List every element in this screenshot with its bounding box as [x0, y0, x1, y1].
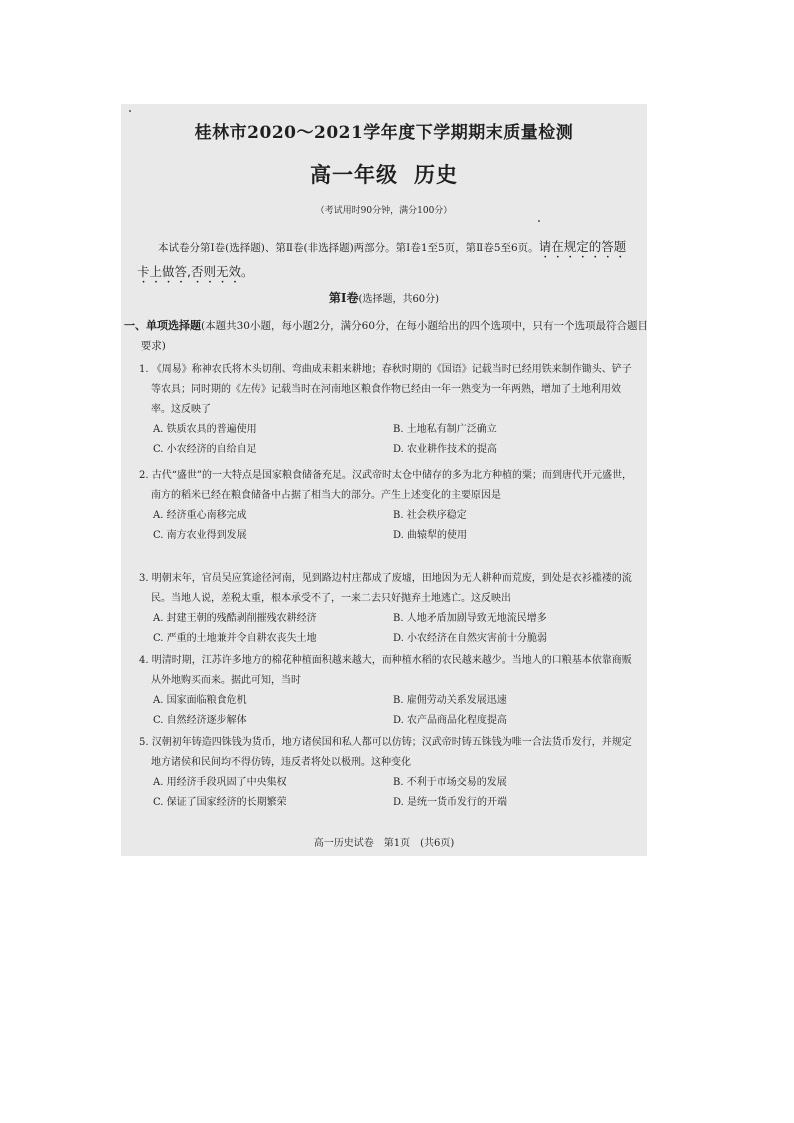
option-c[interactable]: C. 严重的土地兼并令自耕农丧失土地 — [153, 633, 317, 644]
exam-subtitle — [121, 159, 647, 189]
option-b[interactable]: B. 土地私有制广泛确立 — [393, 424, 497, 435]
scan-speck — [129, 110, 131, 112]
option-d[interactable]: D. 农业耕作技术的提高 — [393, 444, 498, 455]
exam-page-scan — [121, 104, 647, 856]
instruction-text: (本题共30小题，每小题2分，满分60分，在每小题给出的四个选项中，只有一个选项最符合题目要求) — [140, 320, 648, 352]
question-options — [139, 609, 635, 649]
option-d[interactable]: D. 农产品商品化程度提高 — [393, 715, 508, 726]
option-d[interactable]: D. 小农经济在自然灾害前十分脆弱 — [393, 633, 548, 644]
question-options — [139, 773, 635, 813]
page-footer: 高一历史试卷 第1页 (共6页) — [313, 838, 455, 849]
option-c[interactable]: C. 南方农业得到发展 — [153, 530, 247, 541]
option-d[interactable]: D. 曲辕犁的使用 — [393, 530, 468, 541]
option-a[interactable]: A. 铁质农具的普遍使用 — [153, 424, 257, 435]
question-stem: 4. 明清时期，江苏许多地方的棉花种植面积越来越大，而种植水稻的农民越来越少。当地人的口粮基本依靠商贩从外地购买而来。据此可知，当时 — [139, 655, 632, 686]
question-1 — [139, 360, 635, 460]
question-instructions — [124, 316, 649, 356]
option-b[interactable]: B. 不利于市场交易的发展 — [393, 777, 507, 788]
intro-text: 本试卷分第Ⅰ卷(选择题)、第Ⅱ卷(非选择题)两部分。第Ⅰ卷1至5页，第Ⅱ卷5至6页。 — [158, 242, 539, 254]
exam-intro — [137, 236, 633, 286]
question-stem: 2. 古代“盛世”的一大特点是国家粮食储备充足。汉武帝时太仓中储存的多为北方种植的粟；而到唐代开元盛世，南方的稻米已经在粮食储备中占据了相当大的部分。产生上述变化的主要原因是 — [139, 470, 632, 501]
subject-label: 历史 — [414, 163, 458, 187]
section-heading — [121, 289, 647, 306]
option-b[interactable]: B. 人地矛盾加剧导致无地流民增多 — [393, 613, 547, 624]
option-c[interactable]: C. 保证了国家经济的长期繁荣 — [153, 797, 287, 808]
option-a[interactable]: A. 经济重心南移完成 — [153, 510, 247, 521]
question-options — [139, 691, 635, 731]
instruction-label: 一、单项选择题 — [124, 319, 201, 332]
option-b[interactable]: B. 社会秩序稳定 — [393, 510, 467, 521]
question-4 — [139, 651, 635, 731]
question-stem: 3. 明朝末年，官员吴应箕途径河南，见到路边村庄都成了废墟，田地因为无人耕种而荒废，到处是衣衫褴褛的流民。当地人说，差税太重，根本承受不了，一来二去只好抛弃土地逃亡。这反映出 — [139, 573, 632, 604]
exam-title: 桂林市2020～2021学年度下学期期末质量检测 — [194, 123, 574, 143]
intro-warning: 请在规定的答题卡上做答,否则无效。 — [137, 239, 627, 279]
option-a[interactable]: A. 国家面临粮食危机 — [153, 695, 247, 706]
option-a[interactable]: A. 封建王朝的残酷剥削摧残农耕经济 — [153, 613, 317, 624]
option-a[interactable]: A. 用经济手段巩固了中央集权 — [153, 777, 287, 788]
option-c[interactable]: C. 自然经济逐步解体 — [153, 715, 247, 726]
question-stem: 1. 《周易》称神农氏将木头切削、弯曲成耒耜来耕地；春秋时期的《国语》记载当时已经用铁来制作锄头、铲子等农具；同时期的《左传》记载当时在河南地区粮食作物已经由一年一熟变为一年两熟，增加了土地利用效率。这反映了 — [139, 364, 632, 415]
option-c[interactable]: C. 小农经济的自给自足 — [153, 444, 257, 455]
exam-timing: （考试用时90分钟，满分100分） — [315, 206, 453, 216]
question-5 — [139, 733, 635, 813]
question-options — [139, 506, 635, 546]
question-3 — [139, 569, 635, 649]
question-options — [139, 420, 635, 460]
option-b[interactable]: B. 雇佣劳动关系发展迅速 — [393, 695, 507, 706]
option-d[interactable]: D. 是统一货币发行的开端 — [393, 797, 508, 808]
question-2 — [139, 466, 635, 546]
scan-speck — [538, 220, 540, 222]
grade-label: 高一年级 — [310, 163, 398, 187]
section-title: 第Ⅰ卷 — [328, 291, 359, 305]
question-stem: 5. 汉朝初年铸造四铢钱为货币，地方诸侯国和私人都可以仿铸；汉武帝时铸五铢钱为唯一合法货币发行，并规定地方诸侯和民间均不得仿铸，违反者将处以极刑。这种变化 — [139, 737, 632, 768]
section-note: (选择题，共60分) — [358, 294, 440, 305]
